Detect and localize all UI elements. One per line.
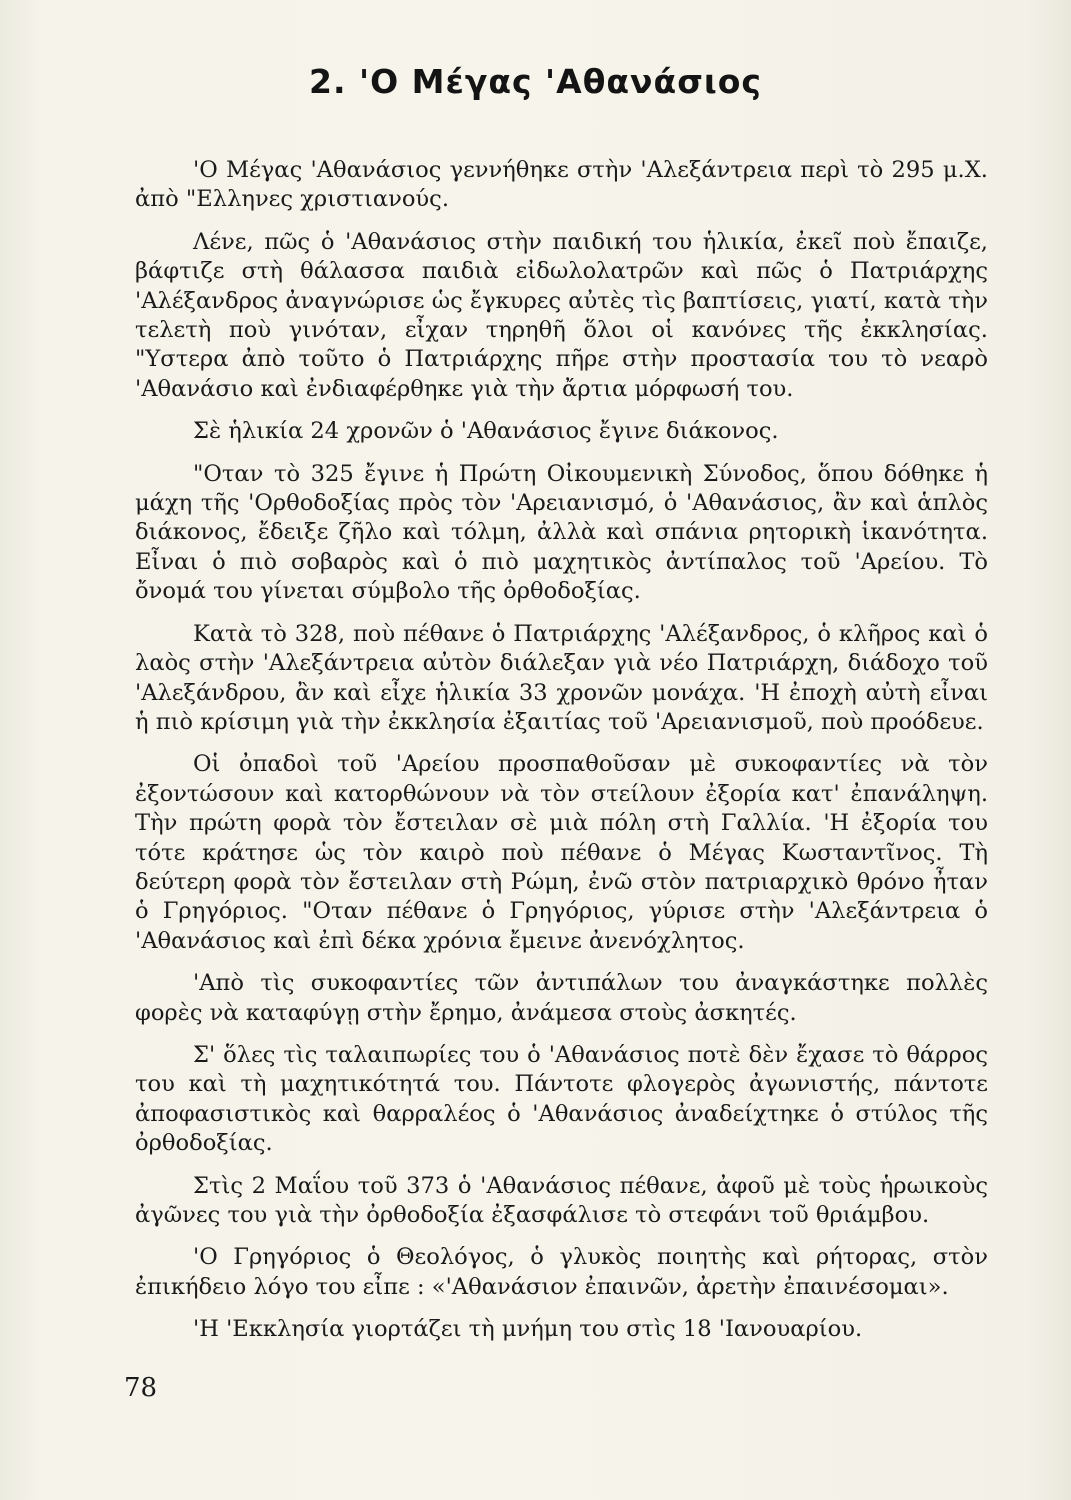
paragraph-birth: 'Ο Μέγας 'Αθανάσιος γεννήθηκε στὴν 'Αλεξάντρεια περὶ τὸ 295 μ.Χ. ἀπὸ "Ελληνες χριστιανούς. [135, 157, 988, 213]
paragraph-courage: Σ' ὅλες τὶς ταλαιπωρίες του ὁ 'Αθανάσιος ποτὲ δὲν ἔχασε τὸ θάρρος του καὶ τὴ μαχητικότητά του. Πάντοτε φλογερὸς ἀγωνιστής, πάντοτε ἀποφασιστικὸς καὶ θαρραλέος ὁ 'Αθανάσιος ἀναδείχτηκε ὁ στύλος τῆς ὀρθοδοξίας. [135, 1041, 988, 1157]
paragraph-eulogy: 'Ο Γρηγόριος ὁ Θεολόγος, ὁ γλυκὸς ποιητὴς καὶ ρήτορας, στὸν ἐπικήδειο λόγο του εἶπε : «'Αθανάσιον ἐπαινῶν, ἀρετὴν ἐπαινέσομαι». [135, 1244, 988, 1300]
paragraph-childhood: Λένε, πῶς ὁ 'Αθανάσιος στὴν παιδική του ἡλικία, ἐκεῖ ποὺ ἔπαιζε, βάφτιζε στὴ θάλασσα παιδιὰ εἰδωλολατρῶν καὶ πῶς ὁ Πατριάρχης 'Αλέξανδρος ἀναγνώρισε ὡς ἔγκυρες αὐτὲς τὶς βαπτίσεις, γιατί, κατὰ τὴν τελετὴ ποὺ γινόταν, εἶχαν τηρηθῆ ὅλοι οἱ κανόνες τῆς ἐκκλησίας. "Υστερα ἀπὸ τοῦτο ὁ Πατριάρχης πῆρε στὴν προστασία του τὸ νεαρὸ 'Αθανάσιο καὶ ἐνδιαφέρθηκε γιὰ τὴν ἄρτια μόρφωσή του. [135, 228, 988, 402]
paragraph-death: Στὶς 2 Μαΐου τοῦ 373 ὁ 'Αθανάσιος πέθανε, ἀφοῦ μὲ τοὺς ἡρωικοὺς ἀγῶνες του γιὰ τὴν ὀρθοδοξία ἐξασφάλισε τὸ στεφάνι τοῦ θριάμβου. [135, 1172, 988, 1228]
paragraph-deacon: Σὲ ἡλικία 24 χρονῶν ὁ 'Αθανάσιος ἔγινε διάκονος. [193, 418, 779, 445]
paragraph-patriarch: Κατὰ τὸ 328, ποὺ πέθανε ὁ Πατριάρχης 'Αλέξανδρος, ὁ κλῆρος καὶ ὁ λαὸς στὴν 'Αλεξάντρεια αὐτὸν διάλεξαν γιὰ νέο Πατριάρχη, διάδοχο τοῦ 'Αλεξάνδρου, ἂν καὶ εἶχε ἡλικία 33 χρονῶν μονάχα. 'Η ἐποχὴ αὐτὴ εἶναι ἡ πιὸ κρίσιμη γιὰ τὴν ἐκκλησία ἐξαιτίας τοῦ 'Αρειανισμοῦ, ποὺ προόδευε. [135, 620, 988, 735]
page-number: 78 [124, 1373, 158, 1403]
body-text [135, 156, 988, 1358]
chapter-heading: 2. 'Ο Μέγας 'Αθανάσιος [309, 62, 762, 101]
paragraph-exile: Οἱ ὀπαδοὶ τοῦ 'Αρείου προσπαθοῦσαν μὲ συκοφαντίες νὰ τὸν ἐξοντώσουν καὶ κατορθώνουν νὰ τὸν στείλουν ἐξορία κατ' ἐπανάληψη. Τὴν πρώτη φορὰ τὸν ἔστειλαν σὲ μιὰ πόλη στὴ Γαλλία. 'Η ἐξορία του τότε κράτησε ὡς τὸν καιρὸ ποὺ πέθανε ὁ Μέγας Κωσταντῖνος. Τὴ δεύτερη φορὰ τὸν ἔστειλαν στὴ Ρώμη, ἐνῶ στὸν πατριαρχικὸ θρόνο ἦταν ὁ Γρηγόριος. "Οταν πέθανε ὁ Γρηγόριος, γύρισε στὴν 'Αλεξάντρεια ὁ 'Αθανάσιος καὶ ἐπὶ δέκα χρόνια ἔμεινε ἀνενόχλητος. [135, 751, 988, 954]
paragraph-council: "Οταν τὸ 325 ἔγινε ἡ Πρώτη Οἰκουμενικὴ Σύνοδος, ὅπου δόθηκε ἡ μάχη τῆς 'Ορθοδοξίας πρὸς τὸν 'Αρειανισμό, ὁ 'Αθανάσιος, ἂν καὶ ἁπλὸς διάκονος, ἔδειξε ζῆλο καὶ τόλμη, ἀλλὰ καὶ σπάνια ρητορικὴ ἱκανότητα. Εἶναι ὁ πιὸ σοβαρὸς καὶ ὁ πιὸ μαχητικὸς ἀντίπαλος τοῦ 'Αρείου. Τὸ ὄνομά του γίνεται σύμβολο τῆς ὀρθοδοξίας. [135, 460, 988, 605]
paragraph-desert: 'Απὸ τὶς συκοφαντίες τῶν ἀντιπάλων του ἀναγκάστηκε πολλὲς φορὲς νὰ καταφύγῃ στὴν ἔρημο, ἀνάμεσα στοὺς ἀσκητές. [135, 970, 988, 1026]
paragraph-feast-day: 'Η 'Εκκλησία γιορτάζει τὴ μνήμη του στὶς 18 'Ιανουαρίου. [193, 1316, 863, 1343]
